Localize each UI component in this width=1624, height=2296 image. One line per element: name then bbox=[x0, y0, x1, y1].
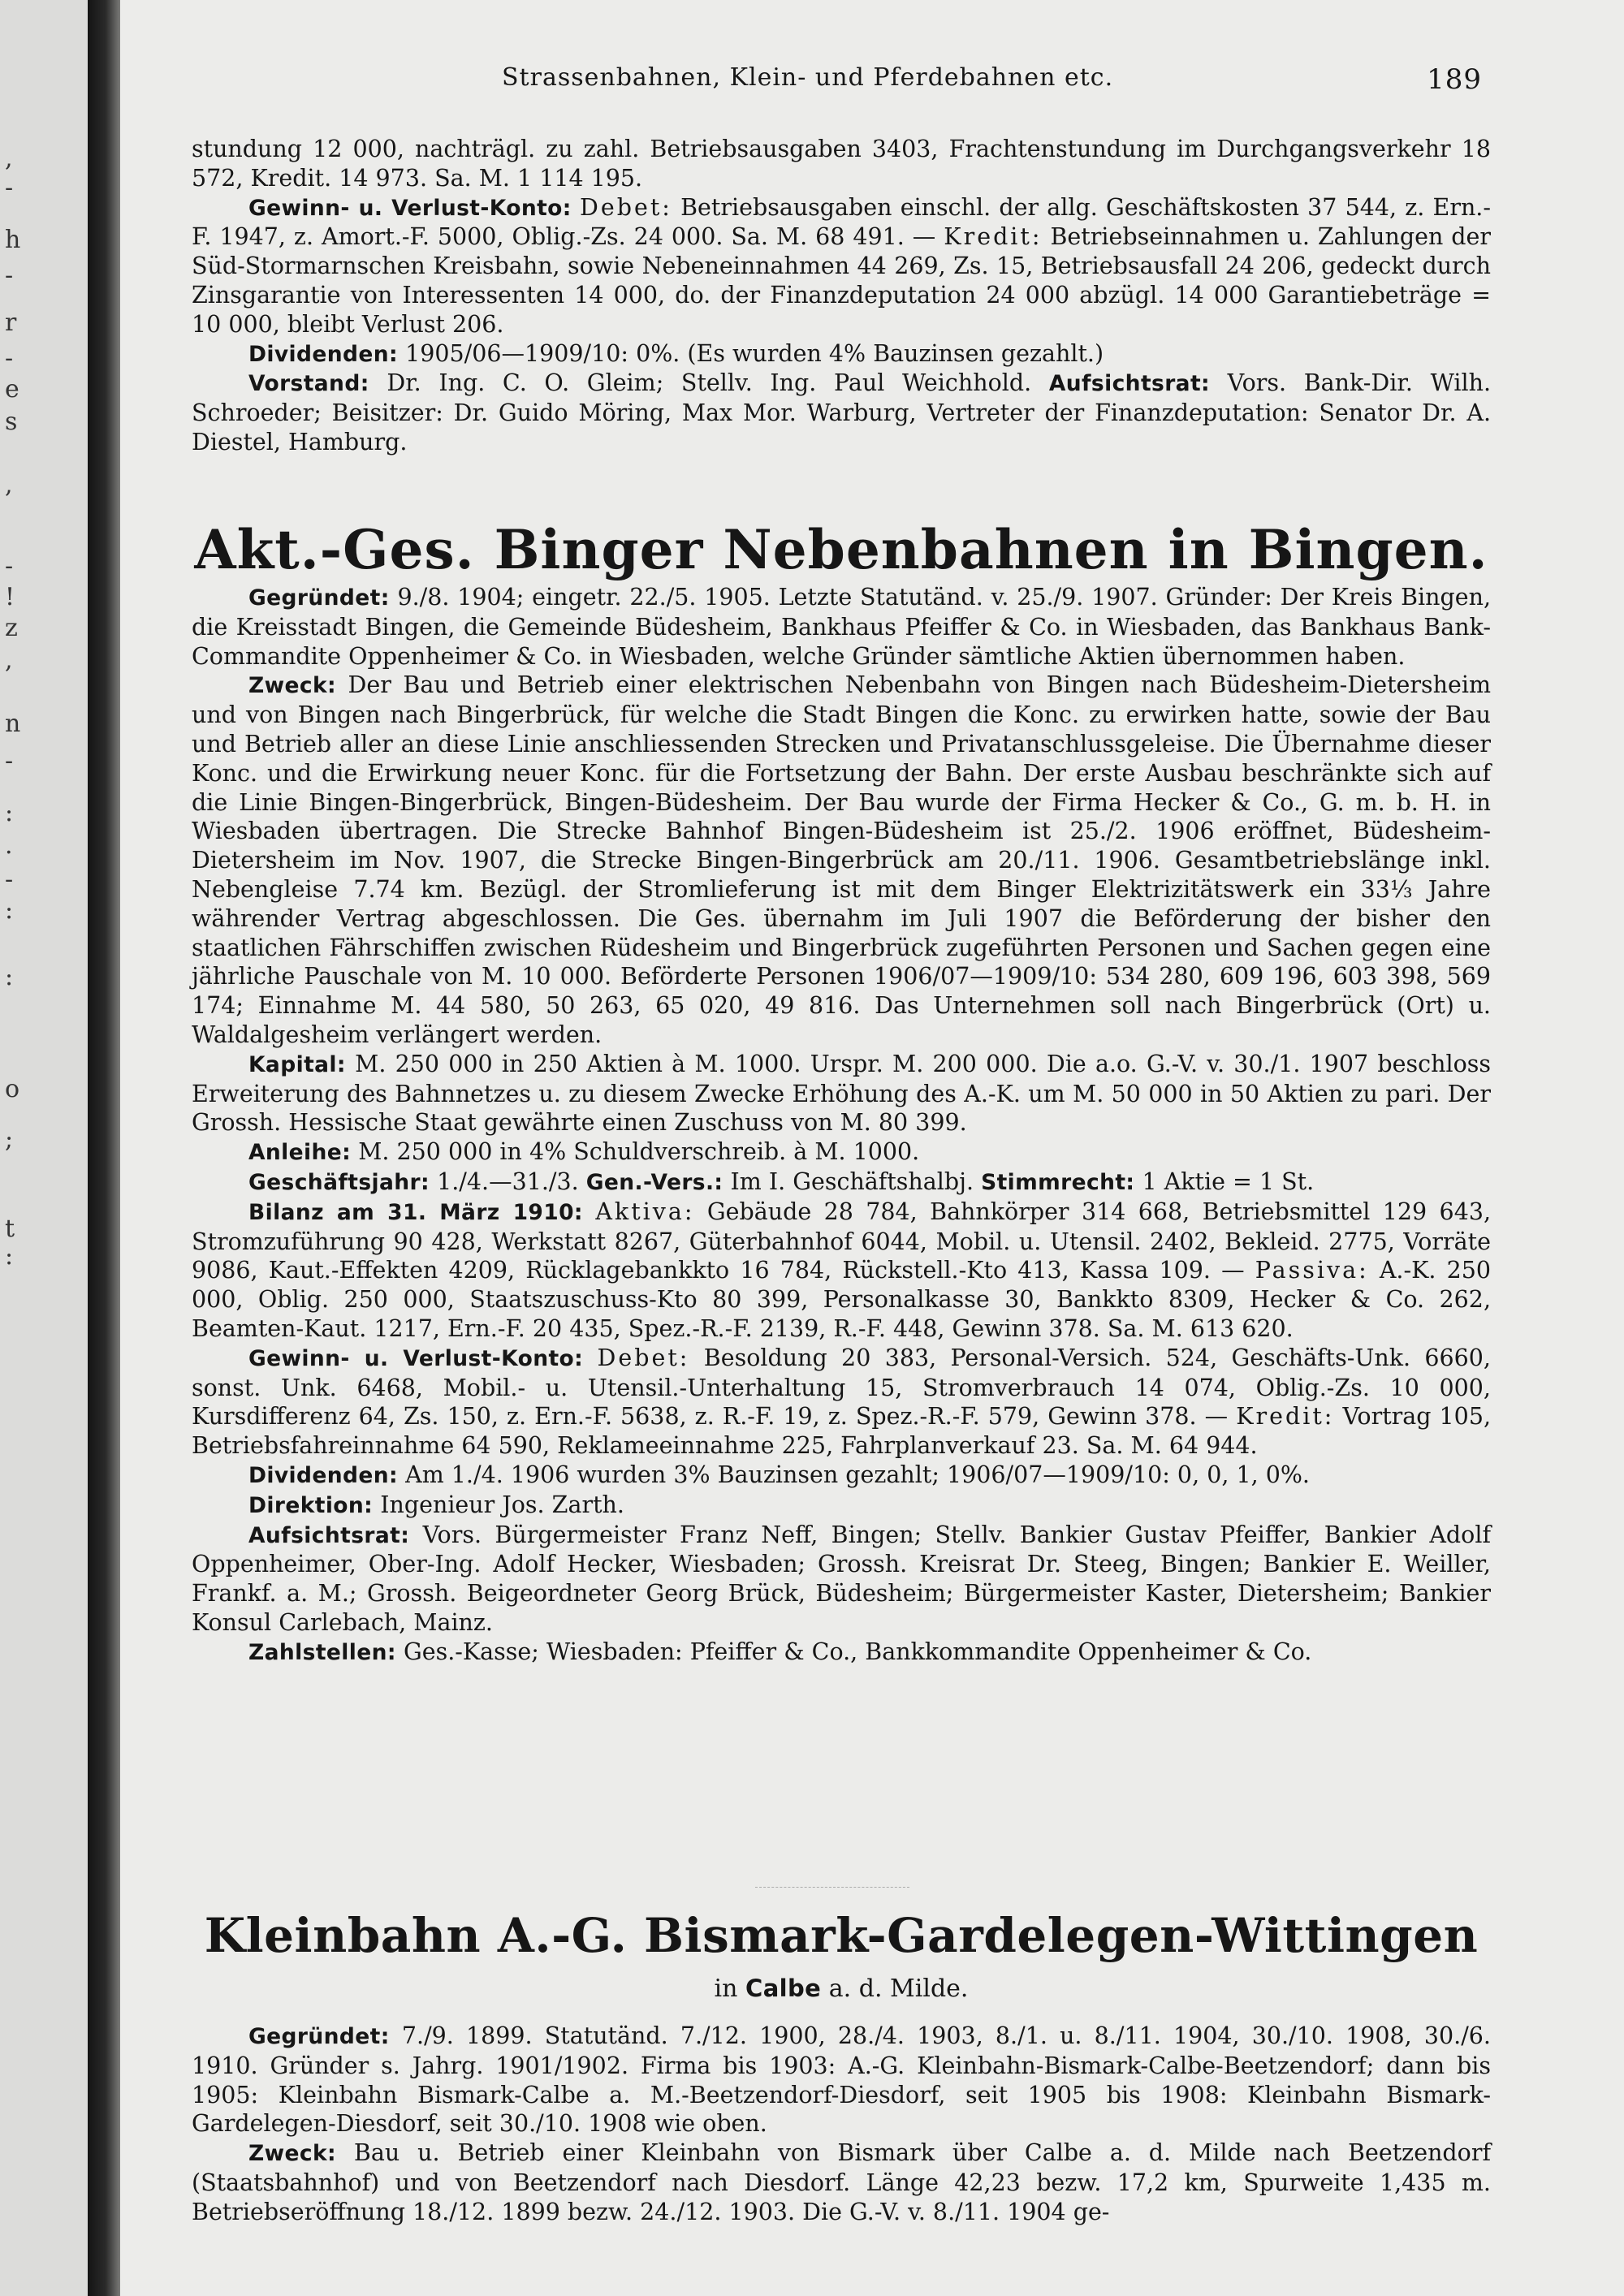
capital-text: M. 250 000 in 250 Aktien à M. 1000. Urspr. M. 200 000. Die a.o. G.-V. v. 30./1. 1907 beschloss Erweiterung des Bahnnetzes u. zu diesem Zwecke Erhöhung des A.-K. um M. 50 000 in 50 Aktien zu pari. Der Grossh. Hessische Staat gewährte einen Zuschuss von M. 80 399. bbox=[192, 1050, 1491, 1137]
intro-paragraph: stundung 12 000, nachträgl. zu zahl. Betriebsausgaben 3403, Frachtenstundung im Durchgangsverkehr 18 572, Kredit. 14 973. Sa. M. 1 114 195. bbox=[192, 136, 1491, 192]
book-spine-shadow bbox=[88, 0, 120, 2296]
profit-loss-paragraph bbox=[192, 193, 1491, 339]
margin-fragment: n bbox=[5, 710, 21, 738]
balance-paragraph bbox=[192, 1198, 1491, 1344]
subtitle-place: Calbe bbox=[745, 1974, 822, 2002]
debet-label: Debet: bbox=[597, 1344, 690, 1371]
section-divider bbox=[755, 1887, 909, 1888]
voting-right-text: 1 Aktie = 1 St. bbox=[1142, 1167, 1315, 1195]
founded-paragraph bbox=[192, 583, 1491, 671]
purpose-text: Bau u. Betrieb einer Kleinbahn von Bismark über Calbe a. d. Milde nach Beetzendorf (Staatsbahnhof) und von Beetzendorf nach Diesdorf. Länge 42,23 bezw. 17,2 km, Spurweite 1,435 m. Betriebseröffnung 18./12. 1899 bezw. 24./12. 1903. Die G.-V. v. 8./11. 1904 ge- bbox=[192, 2139, 1491, 2225]
profit-loss-paragraph bbox=[192, 1344, 1491, 1461]
fiscal-year-text: 1./4.—31./3. bbox=[437, 1167, 579, 1195]
assets-text: Gebäude 28 784, Bahnkörper 314 668, Betriebsmittel 129 643, Stromzuführung 90 428, Werkstatt 8267, Güterbahnhof 6044, Mobil. u. Utensil. 2402, Bekleid. 2775, Vorräte 9086, Kaut.-Effekten 4209, Rücklagebankkto 16 784, Rückstell.-Kto 413, Kassa 109. — bbox=[192, 1198, 1492, 1284]
margin-fragment: , bbox=[5, 145, 13, 173]
supervisory-board-paragraph bbox=[192, 1521, 1491, 1638]
profit-loss-label: Gewinn- u. Verlust-Konto: bbox=[248, 195, 572, 221]
margin-fragment: o bbox=[5, 1075, 20, 1103]
debet-text: Besoldung 20 383, Personal-Versich. 524, Geschäfts-Unk. 6660, sonst. Unk. 6468, Mobil.- u. Utensil.-Unterhaltung 15, Stromverbrauch 14 074, Oblig.-Zs. 10 000, Kursdifferenz 64, Zs. 150, z. Ern.-F. 5638, z. R.-F. 19, z. Spez.-R.-F. 579, Gewinn 378. — bbox=[192, 1344, 1491, 1431]
dividends-label: Dividenden: bbox=[248, 341, 399, 367]
supervisory-board-label: Aufsichtsrat: bbox=[1048, 371, 1211, 397]
purpose-paragraph bbox=[192, 2138, 1491, 2226]
loan-text: M. 250 000 in 4% Schuldverschreib. à M. 1000. bbox=[358, 1138, 920, 1166]
margin-fragment: : bbox=[5, 963, 14, 991]
margin-fragment: - bbox=[5, 552, 14, 580]
margin-fragment: e bbox=[5, 375, 19, 404]
paying-agents-label: Zahlstellen: bbox=[248, 1639, 396, 1665]
kredit-text: Betriebseinnahmen u. Zahlungen der Süd-Stormarnschen Kreisbahn, sowie Nebeneinnahmen 44 269, Zs. 15, Betriebsausfall 24 206, gedeckt durch Zinsgarantie von Interessenten 14 000, do. der Finanzdeputation 24 000 abzügl. 14 000 Garantiebeträge = 10 000, bleibt Verlust 206. bbox=[192, 223, 1492, 338]
margin-fragment: - bbox=[5, 865, 14, 894]
management-paragraph bbox=[192, 1491, 1491, 1521]
founded-text: 7./9. 1899. Statutänd. 7./12. 1900, 28./4. 1903, 8./1. u. 8./11. 1904, 30./10. 1908, 30./6. 1910. Gründer s. Jahrg. 1901/1902. Firma bis 1903: A.-G. Kleinbahn-Bismark-Calbe-Beetzendorf; dann bis 1905: Kleinbahn Bismark-Calbe a. M.-Beetzendorf-Diesdorf, seit 1905 bis 1908: Kleinbahn Bismark-Gardelegen-Diesdorf, seit 30./10. 1908 wie oben. bbox=[192, 2022, 1491, 2138]
voting-right-label: Stimmrecht: bbox=[981, 1169, 1135, 1195]
kredit-text: Vortrag 105, Betriebsfahreinnahme 64 590, Reklameeinnahme 225, Fahrplanverkauf 23. Sa. M. 64 944. bbox=[192, 1403, 1492, 1460]
dividends-text: Am 1./4. 1906 wurden 3% Bauzinsen gezahlt; 1906/07—1909/10: 0, 0, 1, 0%. bbox=[405, 1461, 1310, 1488]
board-paragraph bbox=[192, 369, 1491, 456]
supervisory-board-label: Aufsichtsrat: bbox=[248, 1522, 410, 1548]
management-text: Ingenieur Jos. Zarth. bbox=[380, 1491, 624, 1518]
capital-label: Kapital: bbox=[248, 1051, 346, 1077]
management-label: Direktion: bbox=[248, 1492, 374, 1518]
subtitle-prefix: in bbox=[714, 1974, 738, 2003]
general-meeting-text: Im I. Geschäftshalbj. bbox=[730, 1167, 974, 1195]
margin-fragment: - bbox=[5, 261, 14, 290]
margin-fragment: t bbox=[5, 1215, 15, 1243]
running-title: Strassenbahnen, Klein- und Pferdebahnen etc. bbox=[502, 63, 1114, 92]
margin-fragment: s bbox=[5, 408, 18, 436]
supervisory-board-text: Vors. Bank-Dir. Wilh. Schroeder; Beisitzer: Dr. Guido Möring, Max Mor. Warburg, Vertreter der Finanzdeputation: Senator Dr. A. Diestel, Hamburg. bbox=[192, 369, 1492, 455]
margin-fragment: : bbox=[5, 896, 14, 925]
founded-label: Gegründet: bbox=[248, 2024, 390, 2049]
fiscal-year-paragraph bbox=[192, 1167, 1491, 1198]
debet-label: Debet: bbox=[580, 193, 672, 221]
board-text: Dr. Ing. C. O. Gleim; Stellv. Ing. Paul Weichhold. bbox=[387, 369, 1032, 397]
running-header bbox=[382, 63, 1502, 101]
capital-paragraph bbox=[192, 1050, 1491, 1137]
purpose-text: Der Bau und Betrieb einer elektrischen Nebenbahn von Bingen nach Büdesheim-Dietersheim und von Bingen nach Bingerbrück, für welche die Stadt Bingen die Konc. zu erwirken hatte, sowie der Bau und Betrieb aller an diese Linie anschliessenden Strecken und Privatanschlussgeleise. Die Übernahme dieser Konc. und die Erwirkung neuer Konc. für die Fortsetzung der Bahn. Der erste Ausbau beschränkte sich auf die Linie Bingen-Bingerbrück, Bingen-Büdesheim. Der Bau wurde der Firma Hecker & Co., G. m. b. H. in Wiesbaden übertragen. Die Strecke Bahnhof Bingen-Büdesheim ist 25./2. 1906 eröffnet, Büdesheim-Dietersheim im Nov. 1907, die Strecke Bingen-Bingerbrück am 20./11. 1906. Gesamtbetriebslänge inkl. Nebengleise 7.74 km. Bezügl. der Stromlieferung ist mit dem Binger Elektrizitätswerk ein 33⅓ Jahre währender Vertrag abgeschlossen. Die Ges. übernahm im Juli 1907 die Beförderung der bisher den staatlichen Fährschiffen zwischen Rüdesheim und Bingerbrück zugeführten Personen und Sachen gegen eine jährliche Pauschale von M. 10 000. Beförderte Personen 1906/07—1909/10: 534 280, 609 196, 603 398, 569 174; Einnahme M. 44 580, 50 263, 65 020, 49 816. Das Unternehmen soll nach Bingerbrück (Ort) u. Waldalgesheim verlängert werden. bbox=[192, 671, 1491, 1048]
general-meeting-label: Gen.-Vers.: bbox=[585, 1169, 723, 1195]
margin-fragment: , bbox=[5, 471, 13, 499]
purpose-label: Zweck: bbox=[248, 2141, 336, 2167]
margin-fragment: . bbox=[5, 831, 13, 860]
paying-agents-paragraph bbox=[192, 1638, 1491, 1668]
page-number: 189 bbox=[1427, 63, 1482, 96]
balance-label: Bilanz am 31. März 1910: bbox=[248, 1199, 583, 1225]
margin-fragment: z bbox=[5, 614, 18, 642]
purpose-paragraph bbox=[192, 671, 1491, 1049]
margin-fragment: - bbox=[5, 174, 14, 202]
kredit-label: Kredit: bbox=[1236, 1403, 1335, 1431]
section-title-binger: Akt.-Ges. Binger Nebenbahnen in Bingen. bbox=[194, 518, 1488, 581]
section-continuation bbox=[192, 135, 1491, 457]
debet-text: Betriebsausgaben einschl. der allg. Geschäftskosten 37 544, z. Ern.-F. 1947, z. Amort.-F. 5000, Oblig.-Zs. 24 000. Sa. M. 68 491. — bbox=[192, 193, 1491, 251]
purpose-label: Zweck: bbox=[248, 673, 336, 699]
founded-text: 9./8. 1904; eingetr. 22./5. 1905. Letzte Statutänd. v. 25./9. 1907. Gründer: Der Kreis Bingen, die Kreisstadt Bingen, die Gemeinde Büdesheim, Bankhaus Pfeiffer & Co. in Wiesbaden, das Bankhaus Bank-Commandite Oppenheimer & Co. in Wiesbaden, welche Gründer sämtliche Aktien übernommen haben. bbox=[192, 584, 1492, 670]
fiscal-year-label: Geschäftsjahr: bbox=[248, 1169, 430, 1195]
subtitle-suffix: a. d. Milde. bbox=[828, 1974, 969, 2003]
dividends-paragraph bbox=[192, 1461, 1491, 1491]
board-label: Vorstand: bbox=[248, 371, 369, 397]
margin-fragment: : bbox=[5, 1242, 14, 1271]
assets-label: Aktiva: bbox=[595, 1198, 695, 1225]
kredit-label: Kredit: bbox=[944, 223, 1043, 251]
section-binger bbox=[192, 583, 1491, 1667]
section-subtitle bbox=[192, 1974, 1491, 2003]
founded-paragraph bbox=[192, 2022, 1491, 2138]
loan-paragraph bbox=[192, 1137, 1491, 1167]
margin-fragment: r bbox=[5, 309, 17, 337]
liabilities-text: A.-K. 250 000, Oblig. 250 000, Staatszuschuss-Kto 80 399, Personalkasse 30, Bankkto 8309, Hecker & Co. 262, Beamten-Kaut. 1217, Ern.-F. 20 435, Spez.-R.-F. 2139, R.-F. 448, Gewinn 378. Sa. M. 613 620. bbox=[192, 1257, 1491, 1342]
margin-fragment: ; bbox=[5, 1125, 14, 1154]
adjacent-page-edge bbox=[0, 0, 88, 2296]
section-title-bismark: Kleinbahn A.-G. Bismark-Gardelegen-Wittingen bbox=[204, 1908, 1479, 1963]
margin-fragment: - bbox=[5, 747, 14, 775]
margin-fragment: h bbox=[5, 226, 21, 254]
margin-fragment: : bbox=[5, 799, 14, 827]
section-bismark bbox=[192, 2022, 1491, 2227]
dividends-paragraph bbox=[192, 339, 1491, 369]
dividends-text: 1905/06—1909/10: 0%. (Es wurden 4% Bauzinsen gezahlt.) bbox=[405, 339, 1104, 367]
liabilities-label: Passiva: bbox=[1255, 1257, 1369, 1284]
paying-agents-text: Ges.-Kasse; Wiesbaden: Pfeiffer & Co., Bankkommandite Oppenheimer & Co. bbox=[403, 1638, 1312, 1665]
founded-label: Gegründet: bbox=[248, 585, 390, 611]
margin-fragment: ! bbox=[5, 583, 15, 611]
loan-label: Anleihe: bbox=[248, 1140, 352, 1166]
margin-fragment: , bbox=[5, 646, 13, 675]
margin-fragment: - bbox=[5, 344, 14, 373]
profit-loss-label: Gewinn- u. Verlust-Konto: bbox=[248, 1345, 584, 1371]
dividends-label: Dividenden: bbox=[248, 1462, 399, 1488]
supervisory-board-text: Vors. Bürgermeister Franz Neff, Bingen; Stellv. Bankier Gustav Pfeiffer, Bankier Adolf Oppenheimer, Ober-Ing. Adolf Hecker, Wiesbaden; Grossh. Kreisrat Dr. Steeg, Bingen; Bankier E. Weiller, Frankf. a. M.; Grossh. Beigeordneter Georg Brück, Büdesheim; Bürgermeister Kaster, Dietersheim; Bankier Konsul Carlebach, Mainz. bbox=[192, 1521, 1491, 1636]
